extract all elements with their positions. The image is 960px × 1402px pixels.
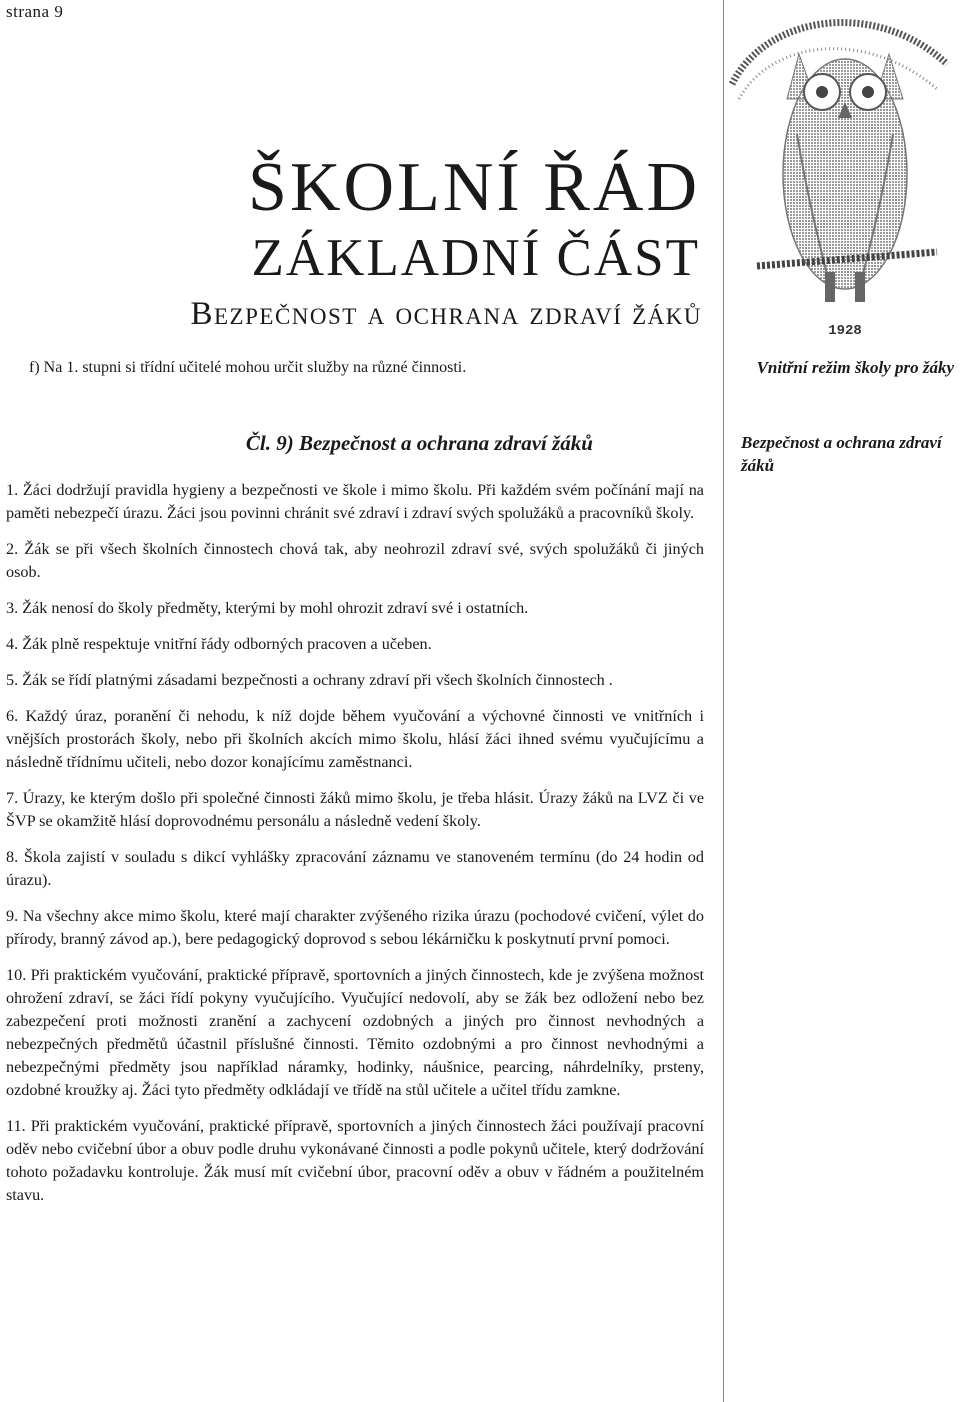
- title-zakladni-cast: ZÁKLADNÍ ČÁST: [251, 229, 700, 287]
- list-item: 3. Žák nenosí do školy předměty, kterými by mohl ohrozit zdraví své i ostatních.: [6, 599, 529, 617]
- title-section: Bezpečnost a ochrana zdraví žáků: [190, 296, 702, 332]
- article-heading: Čl. 9) Bezpečnost a ochrana zdraví žáků: [245, 431, 593, 455]
- owl-logo-icon: [727, 4, 957, 339]
- list-item: 2. Žák se při všech školních činnostech chová tak, aby neohrozil zdraví své, svých spolužáků či jiných osob.: [6, 540, 704, 581]
- list-item: 11. Při praktickém vyučování, praktické přípravě, sportovních a jiných činnostech žáci používají pracovní oděv nebo cvičební úbor a obuv podle druhu vykonávané činnosti a podle pokynů učitele, který dodržování tohoto požadavku kontroluje. Žák musí mít cvičební úbor, pracovní oděv a obuv v řádném a použitelném stavu.: [6, 1117, 704, 1204]
- list-item: 6. Každý úraz, poranění či nehodu, k níž dojde během vyučování a výchovné činnosti ve vnitřních i vnějších prostorách školy, nebo při školních akcích mimo školu, hlásí žáci ihned svému vyučujícímu a následně třídnímu učiteli, nebo dozor konajícímu zaměstnanci.: [6, 707, 704, 771]
- list-item: 7. Úrazy, ke kterým došlo při společné činnosti žáků mimo školu, je třeba hlásit. Úrazy žáků na LVZ či ve ŠVP se okamžitě hlásí doprovodnému personálu a následně vedení školy.: [6, 789, 704, 830]
- list-item: 5. Žák se řídí platnými zásadami bezpečnosti a ochrany zdraví při všech školních činnostech .: [6, 671, 613, 689]
- list-item: 1. Žáci dodržují pravidla hygieny a bezpečnosti ve škole i mimo školu. Při každém svém počínání mají na paměti nebezpečí úrazu. Žáci jsou povinni chránit své zdraví i zdraví svých spolužáků a pracovníků školy.: [6, 481, 704, 522]
- column-divider: [723, 0, 724, 1402]
- list-item: 4. Žák plně respektuje vnitřní řády odborných pracoven a učeben.: [6, 635, 432, 653]
- list-item: 9. Na všechny akce mimo školu, které mají charakter zvýšeného rizika úrazu (pochodové cvičení, výlet do přírody, branný závod ap.), bere pedagogický doprovod s sebou lékárničku k poskytnutí první pomoci.: [6, 907, 704, 948]
- logo-year: 1928: [828, 323, 862, 339]
- list-item: 8. Škola zajistí v souladu s dikcí vyhlášky zpracování záznamu ve stanoveném termínu (do 24 hodin od úrazu).: [6, 848, 704, 889]
- article-body: [6, 479, 704, 1220]
- list-item: 10. Při praktickém vyučování, praktické přípravě, sportovních a jiných činnostech, kde je zvýšena možnost ohrožení zdraví, se žáci řídí pokyny vyučujícího. Vyučující nedovolí, aby se žák bez odložení nebo bez zabezpečení proti možnosti zranění a zachycení ozdobných a jiných pro činnost nevhodných a nebezpečných předmětů účastnil příslušné činnosti. Těmito ozdobnými a pro činnost nevhodnými a nebezpečnými předměty jsou například náramky, hodinky, náušnice, pearcing, náhrdelníky, prsteny, ozdobné kroužky aj. Žáci tyto předměty odkládají ve třídě na stůl učitele a učitel třídu zamkne.: [6, 966, 704, 1099]
- intro-item: f) Na 1. stupni si třídní učitelé mohou určit služby na různé činnosti.: [29, 359, 467, 376]
- sidebar-margin-note: Bezpečnost a ochrana zdraví žáků: [741, 433, 942, 475]
- page-number: strana 9: [6, 2, 64, 21]
- title-skolni-rad: ŠKOLNÍ ŘÁD: [248, 149, 700, 226]
- sidebar-section-title: Vnitřní režim školy pro žáky: [756, 358, 954, 377]
